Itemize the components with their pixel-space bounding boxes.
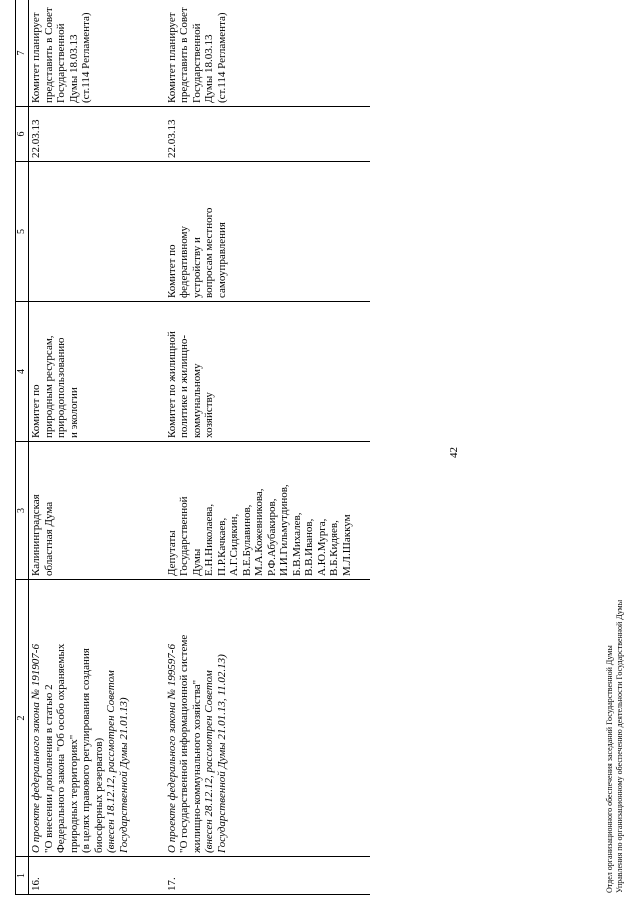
footer: [605, 600, 625, 893]
column-header: 5: [16, 162, 29, 302]
bill-subject: "О государственной информационной системе жилищно-коммунального хозяйства": [178, 634, 203, 853]
column-header: 7: [16, 0, 29, 107]
initiator: Калининградская областная Дума: [29, 442, 165, 580]
responsible-committee: Комитет по жилищной политике и жилищно- коммунальному хозяйству: [165, 302, 370, 442]
row-number: 17.: [165, 857, 370, 895]
column-header: 6: [16, 107, 29, 162]
initiator: Депутаты Государственной Думы Е.Н.Николаева, П.Р.Качкаев, А.Г.Сидякин, В.Е.Булавинов, М.А.Кожевникова, Р.Ф.Абубакиров, И.И.Гильмутдинов, Б.В.Михалев, В.В.Иванов, А.Ю.Мурга, В.Б.Кидяев, М.Л.Шаккум: [165, 442, 370, 580]
bill-subject: "О внесении дополнения в статью 2 Федерального закона "Об особо охраняемых природных территориях" (в целях правового регулирования создания биосферных резерватов): [42, 643, 105, 853]
plan-note: Комитет планирует представить в Совет Государственной Думы 18.03.13 (ст.114 Регламента): [165, 0, 370, 107]
column-header: 3: [16, 442, 29, 580]
page-number: 42: [448, 447, 460, 458]
column-header: 4: [16, 302, 29, 442]
bill-note: (внесен 28.12.12, рассмотрен Советом Государственной Думы 21.01.13, 11.02.13): [203, 654, 228, 853]
date: 22.03.13: [29, 107, 165, 162]
bill-title: О проекте федерального закона № 191907-6: [30, 644, 42, 853]
column-header: 1: [16, 857, 29, 895]
footer-line: Отдел организационного обеспечения заседаний Государственной Думы: [605, 645, 614, 893]
co-executor: [29, 162, 165, 302]
bill-note: (внесен 18.12.12, рассмотрен Советом Государственной Думы 21.01.13): [105, 670, 130, 853]
bill-title: О проекте федерального закона № 199597-6: [165, 644, 178, 853]
agenda-table: [15, 0, 370, 895]
co-executor: Комитет по федеративному устройству и вопросам местного самоуправления: [165, 162, 370, 302]
table-header-row: [16, 0, 29, 895]
bill-description: [29, 580, 165, 857]
footer-line: Управления по организационному обеспечению деятельности Государственной Думы: [615, 599, 624, 893]
date: 22.03.13: [165, 107, 370, 162]
column-header: 2: [16, 580, 29, 857]
table-row: [165, 0, 370, 895]
bill-description: [165, 580, 370, 857]
responsible-committee: Комитет по природным ресурсам, природопользованию и экологии: [29, 302, 165, 442]
table-row: [29, 0, 165, 895]
plan-note: Комитет планирует представить в Совет Государственной Думы 18.03.13 (ст.114 Регламента): [29, 0, 165, 107]
row-number: 16.: [29, 857, 165, 895]
